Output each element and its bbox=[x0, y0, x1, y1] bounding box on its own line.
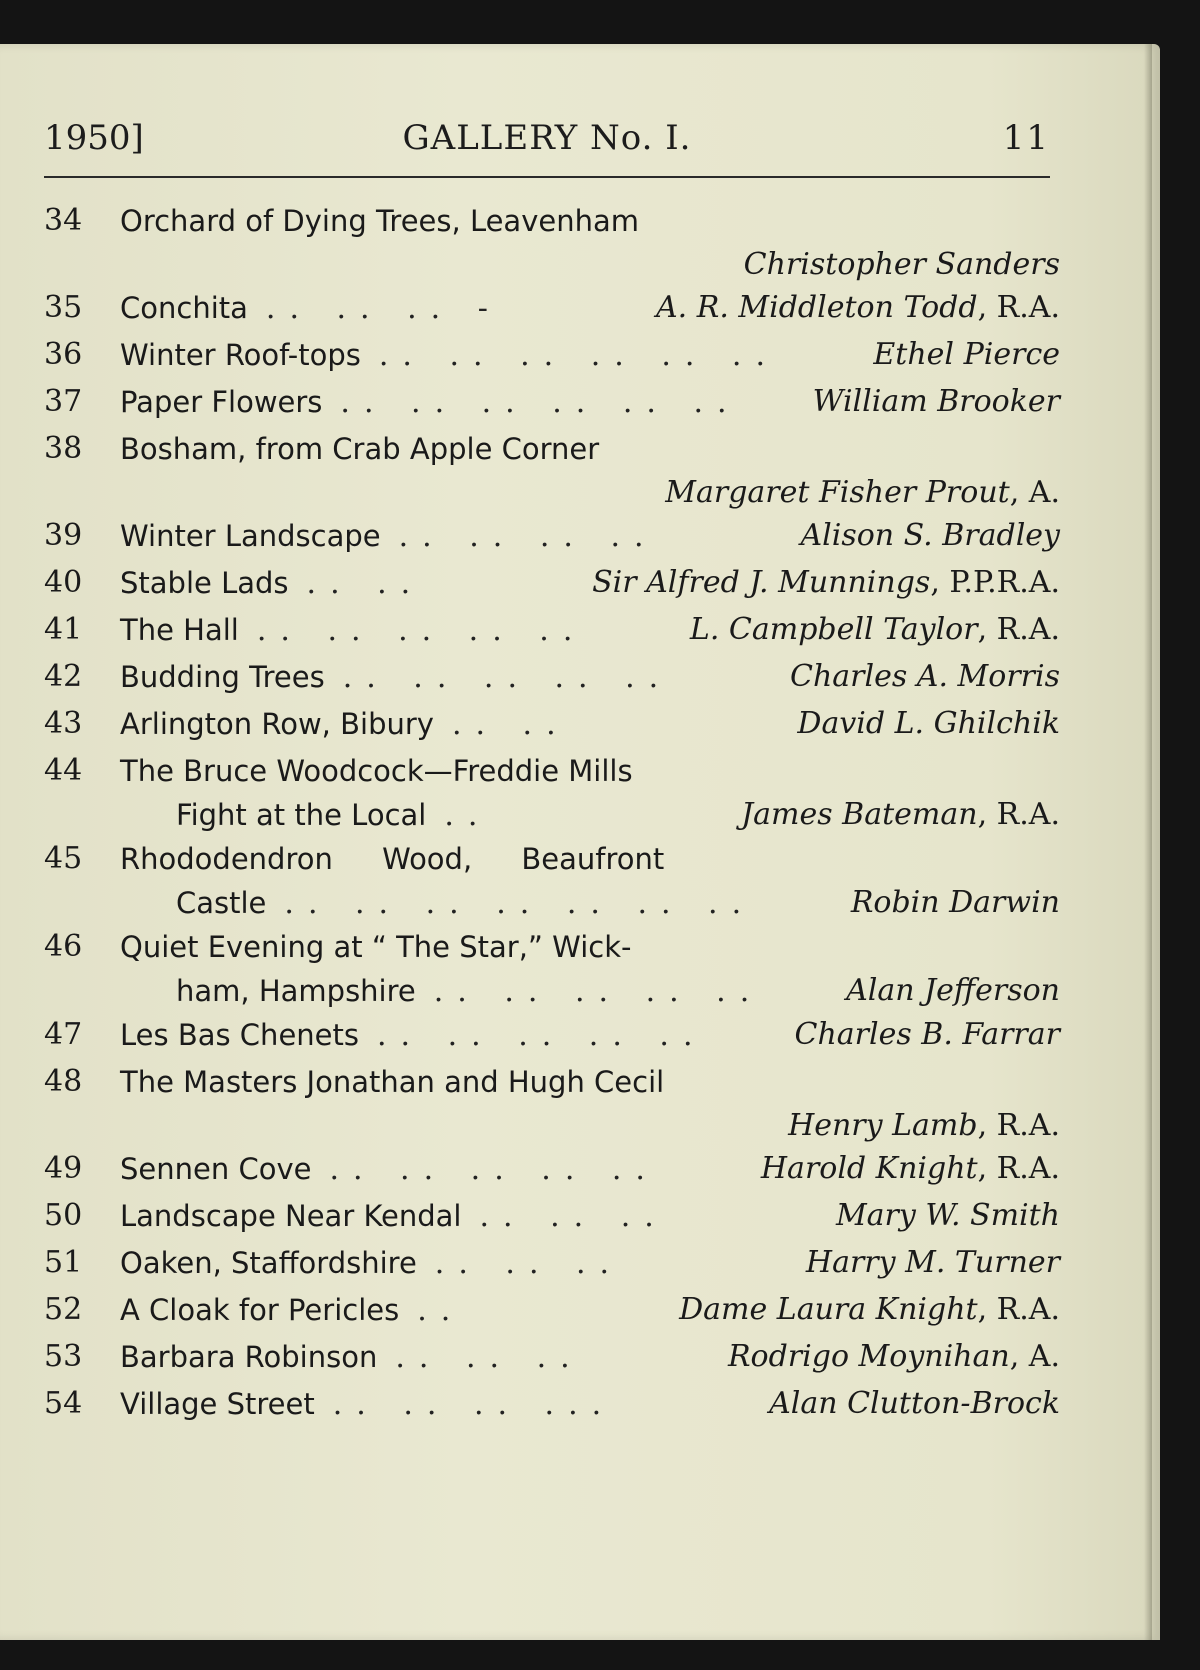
leader-dots: .. .. .. .. .. bbox=[256, 613, 587, 648]
entry-number: 50 bbox=[44, 1198, 83, 1233]
catalogue-entry bbox=[44, 748, 1060, 836]
catalogue-entry bbox=[44, 1059, 1060, 1146]
entry-number: 41 bbox=[44, 612, 83, 647]
entry-number: 53 bbox=[44, 1339, 83, 1374]
entry-title-continued: Castle bbox=[176, 886, 267, 920]
leader-dots: .. .. bbox=[306, 566, 425, 601]
entry-title: Les Bas Chenets bbox=[120, 1018, 359, 1052]
entry-title: Landscape Near Kendal bbox=[120, 1199, 462, 1233]
entry-artist: William Brooker bbox=[812, 384, 1060, 419]
entry-title: Orchard of Dying Trees, Leavenham bbox=[120, 204, 639, 238]
catalogue-entries bbox=[44, 198, 1060, 1428]
entry-title: Paper Flowers bbox=[120, 385, 323, 419]
entry-title: Rhododendron Wood, Beaufront bbox=[120, 842, 665, 876]
catalogue-entry bbox=[44, 836, 1060, 924]
leader-dots: .. .. .. .. .. .. bbox=[378, 338, 780, 373]
leader-dots: .. .. .. bbox=[395, 1340, 584, 1375]
leader-dots: .. .. .. bbox=[479, 1199, 668, 1234]
entry-title: Stable Lads bbox=[120, 566, 289, 600]
entry-title-continued: Fight at the Local bbox=[176, 798, 427, 832]
entry-number: 54 bbox=[44, 1386, 83, 1421]
entry-number: 45 bbox=[44, 841, 83, 876]
entry-title: Conchita bbox=[120, 291, 248, 325]
entry-title: Barbara Robinson bbox=[120, 1340, 378, 1374]
entry-title: Oaken, Staffordshire bbox=[120, 1246, 417, 1280]
leader-dots: .. .. .. .. .. bbox=[433, 974, 764, 1009]
entry-number: 49 bbox=[44, 1151, 83, 1186]
catalogue-entry bbox=[44, 560, 1060, 607]
catalogue-entry bbox=[44, 1381, 1060, 1428]
entry-artist: Mary W. Smith bbox=[835, 1198, 1060, 1233]
entry-number: 48 bbox=[44, 1064, 83, 1099]
entry-artist: Rodrigo Moynihan, A. bbox=[727, 1339, 1060, 1374]
leader-dots: .. bbox=[444, 798, 492, 833]
entry-title: Budding Trees bbox=[120, 660, 325, 694]
entry-artist: James Bateman, R.A. bbox=[741, 797, 1060, 832]
catalogue-entry bbox=[44, 1287, 1060, 1334]
catalogue-entry bbox=[44, 654, 1060, 701]
catalogue-entry bbox=[44, 1012, 1060, 1059]
catalogue-entry bbox=[44, 701, 1060, 748]
entry-artist: Dame Laura Knight, R.A. bbox=[679, 1292, 1060, 1327]
leader-dots: .. .. .. .. .. bbox=[342, 660, 673, 695]
entry-artist: Charles B. Farrar bbox=[794, 1017, 1060, 1052]
leader-dots: .. bbox=[417, 1293, 465, 1328]
catalogue-entry bbox=[44, 1334, 1060, 1381]
entry-artist: Alan Clutton-Brock bbox=[769, 1386, 1060, 1421]
entry-title: Arlington Row, Bibury bbox=[120, 707, 434, 741]
entry-artist: David L. Ghilchik bbox=[797, 706, 1060, 741]
entry-title: Village Street bbox=[120, 1387, 315, 1421]
page-header bbox=[44, 118, 1050, 162]
entry-title: Sennen Cove bbox=[120, 1152, 312, 1186]
entry-artist: Christopher Sanders bbox=[743, 247, 1060, 282]
entry-artist: A. R. Middleton Todd, R.A. bbox=[656, 290, 1060, 325]
entry-title-continued: ham, Hampshire bbox=[176, 974, 416, 1008]
catalogue-entry bbox=[44, 513, 1060, 560]
entry-title: Winter Landscape bbox=[120, 519, 381, 553]
header-title: GALLERY No. I. bbox=[402, 118, 692, 158]
catalogue-entry bbox=[44, 379, 1060, 426]
catalogue-entry bbox=[44, 1193, 1060, 1240]
leader-dots: .. .. .. .. .. .. bbox=[340, 385, 741, 420]
entry-artist: Alison S. Bradley bbox=[800, 518, 1060, 553]
leader-dots: .. .. .. .. .. bbox=[376, 1018, 707, 1053]
entry-number: 43 bbox=[44, 706, 83, 741]
entry-artist: Harry M. Turner bbox=[805, 1245, 1060, 1280]
entry-number: 40 bbox=[44, 565, 83, 600]
entry-number: 36 bbox=[44, 337, 83, 372]
entry-title: Quiet Evening at “ The Star,” Wick- bbox=[120, 930, 632, 964]
entry-title: Winter Roof-tops bbox=[120, 338, 361, 372]
catalogue-entry bbox=[44, 924, 1060, 1012]
entry-title: A Cloak for Pericles bbox=[120, 1293, 400, 1327]
entry-number: 46 bbox=[44, 929, 83, 964]
leader-dots: .. .. .. - bbox=[265, 291, 502, 326]
entry-number: 51 bbox=[44, 1245, 83, 1280]
catalogue-entry bbox=[44, 1240, 1060, 1287]
entry-title: The Bruce Woodcock—Freddie Mills bbox=[120, 754, 633, 788]
entry-artist: Harold Knight, R.A. bbox=[760, 1151, 1060, 1186]
entry-artist: Ethel Pierce bbox=[873, 337, 1060, 372]
catalogue-entry bbox=[44, 332, 1060, 379]
catalogue-entry bbox=[44, 198, 1060, 285]
header-page-number: 11 bbox=[1002, 118, 1050, 158]
catalogue-entry bbox=[44, 285, 1060, 332]
header-year: 1950] bbox=[44, 118, 144, 158]
header-rule bbox=[44, 176, 1050, 178]
entry-number: 42 bbox=[44, 659, 83, 694]
entry-artist: L. Campbell Taylor, R.A. bbox=[689, 612, 1060, 647]
leader-dots: .. .. .. ... bbox=[332, 1387, 616, 1422]
entry-artist: Margaret Fisher Prout, A. bbox=[665, 475, 1060, 510]
entry-artist: Robin Darwin bbox=[850, 885, 1060, 920]
entry-number: 38 bbox=[44, 431, 83, 466]
entry-artist: Sir Alfred J. Munnings, P.P.R.A. bbox=[592, 565, 1060, 600]
entry-number: 52 bbox=[44, 1292, 83, 1327]
catalogue-entry bbox=[44, 426, 1060, 513]
entry-title: The Masters Jonathan and Hugh Cecil bbox=[120, 1065, 665, 1099]
leader-dots: .. .. bbox=[451, 707, 570, 742]
leader-dots: .. .. .. .. bbox=[398, 519, 658, 554]
catalogue-entry bbox=[44, 607, 1060, 654]
entry-number: 37 bbox=[44, 384, 83, 419]
entry-title: The Hall bbox=[120, 613, 239, 647]
entry-artist: Henry Lamb, R.A. bbox=[788, 1108, 1060, 1143]
page-spine-shadow bbox=[1144, 44, 1152, 1640]
entry-title: Bosham, from Crab Apple Corner bbox=[120, 432, 600, 466]
catalogue-entry bbox=[44, 1146, 1060, 1193]
leader-dots: .. .. .. bbox=[434, 1246, 624, 1281]
entry-number: 35 bbox=[44, 290, 83, 325]
entry-artist: Charles A. Morris bbox=[790, 659, 1060, 694]
entry-number: 47 bbox=[44, 1017, 83, 1052]
entry-number: 34 bbox=[44, 203, 83, 238]
entry-artist: Alan Jefferson bbox=[846, 973, 1060, 1008]
leader-dots: .. .. .. .. .. bbox=[329, 1152, 659, 1187]
entry-number: 39 bbox=[44, 518, 83, 553]
entry-number: 44 bbox=[44, 753, 83, 788]
leader-dots: .. .. .. .. .. .. .. bbox=[284, 886, 756, 921]
